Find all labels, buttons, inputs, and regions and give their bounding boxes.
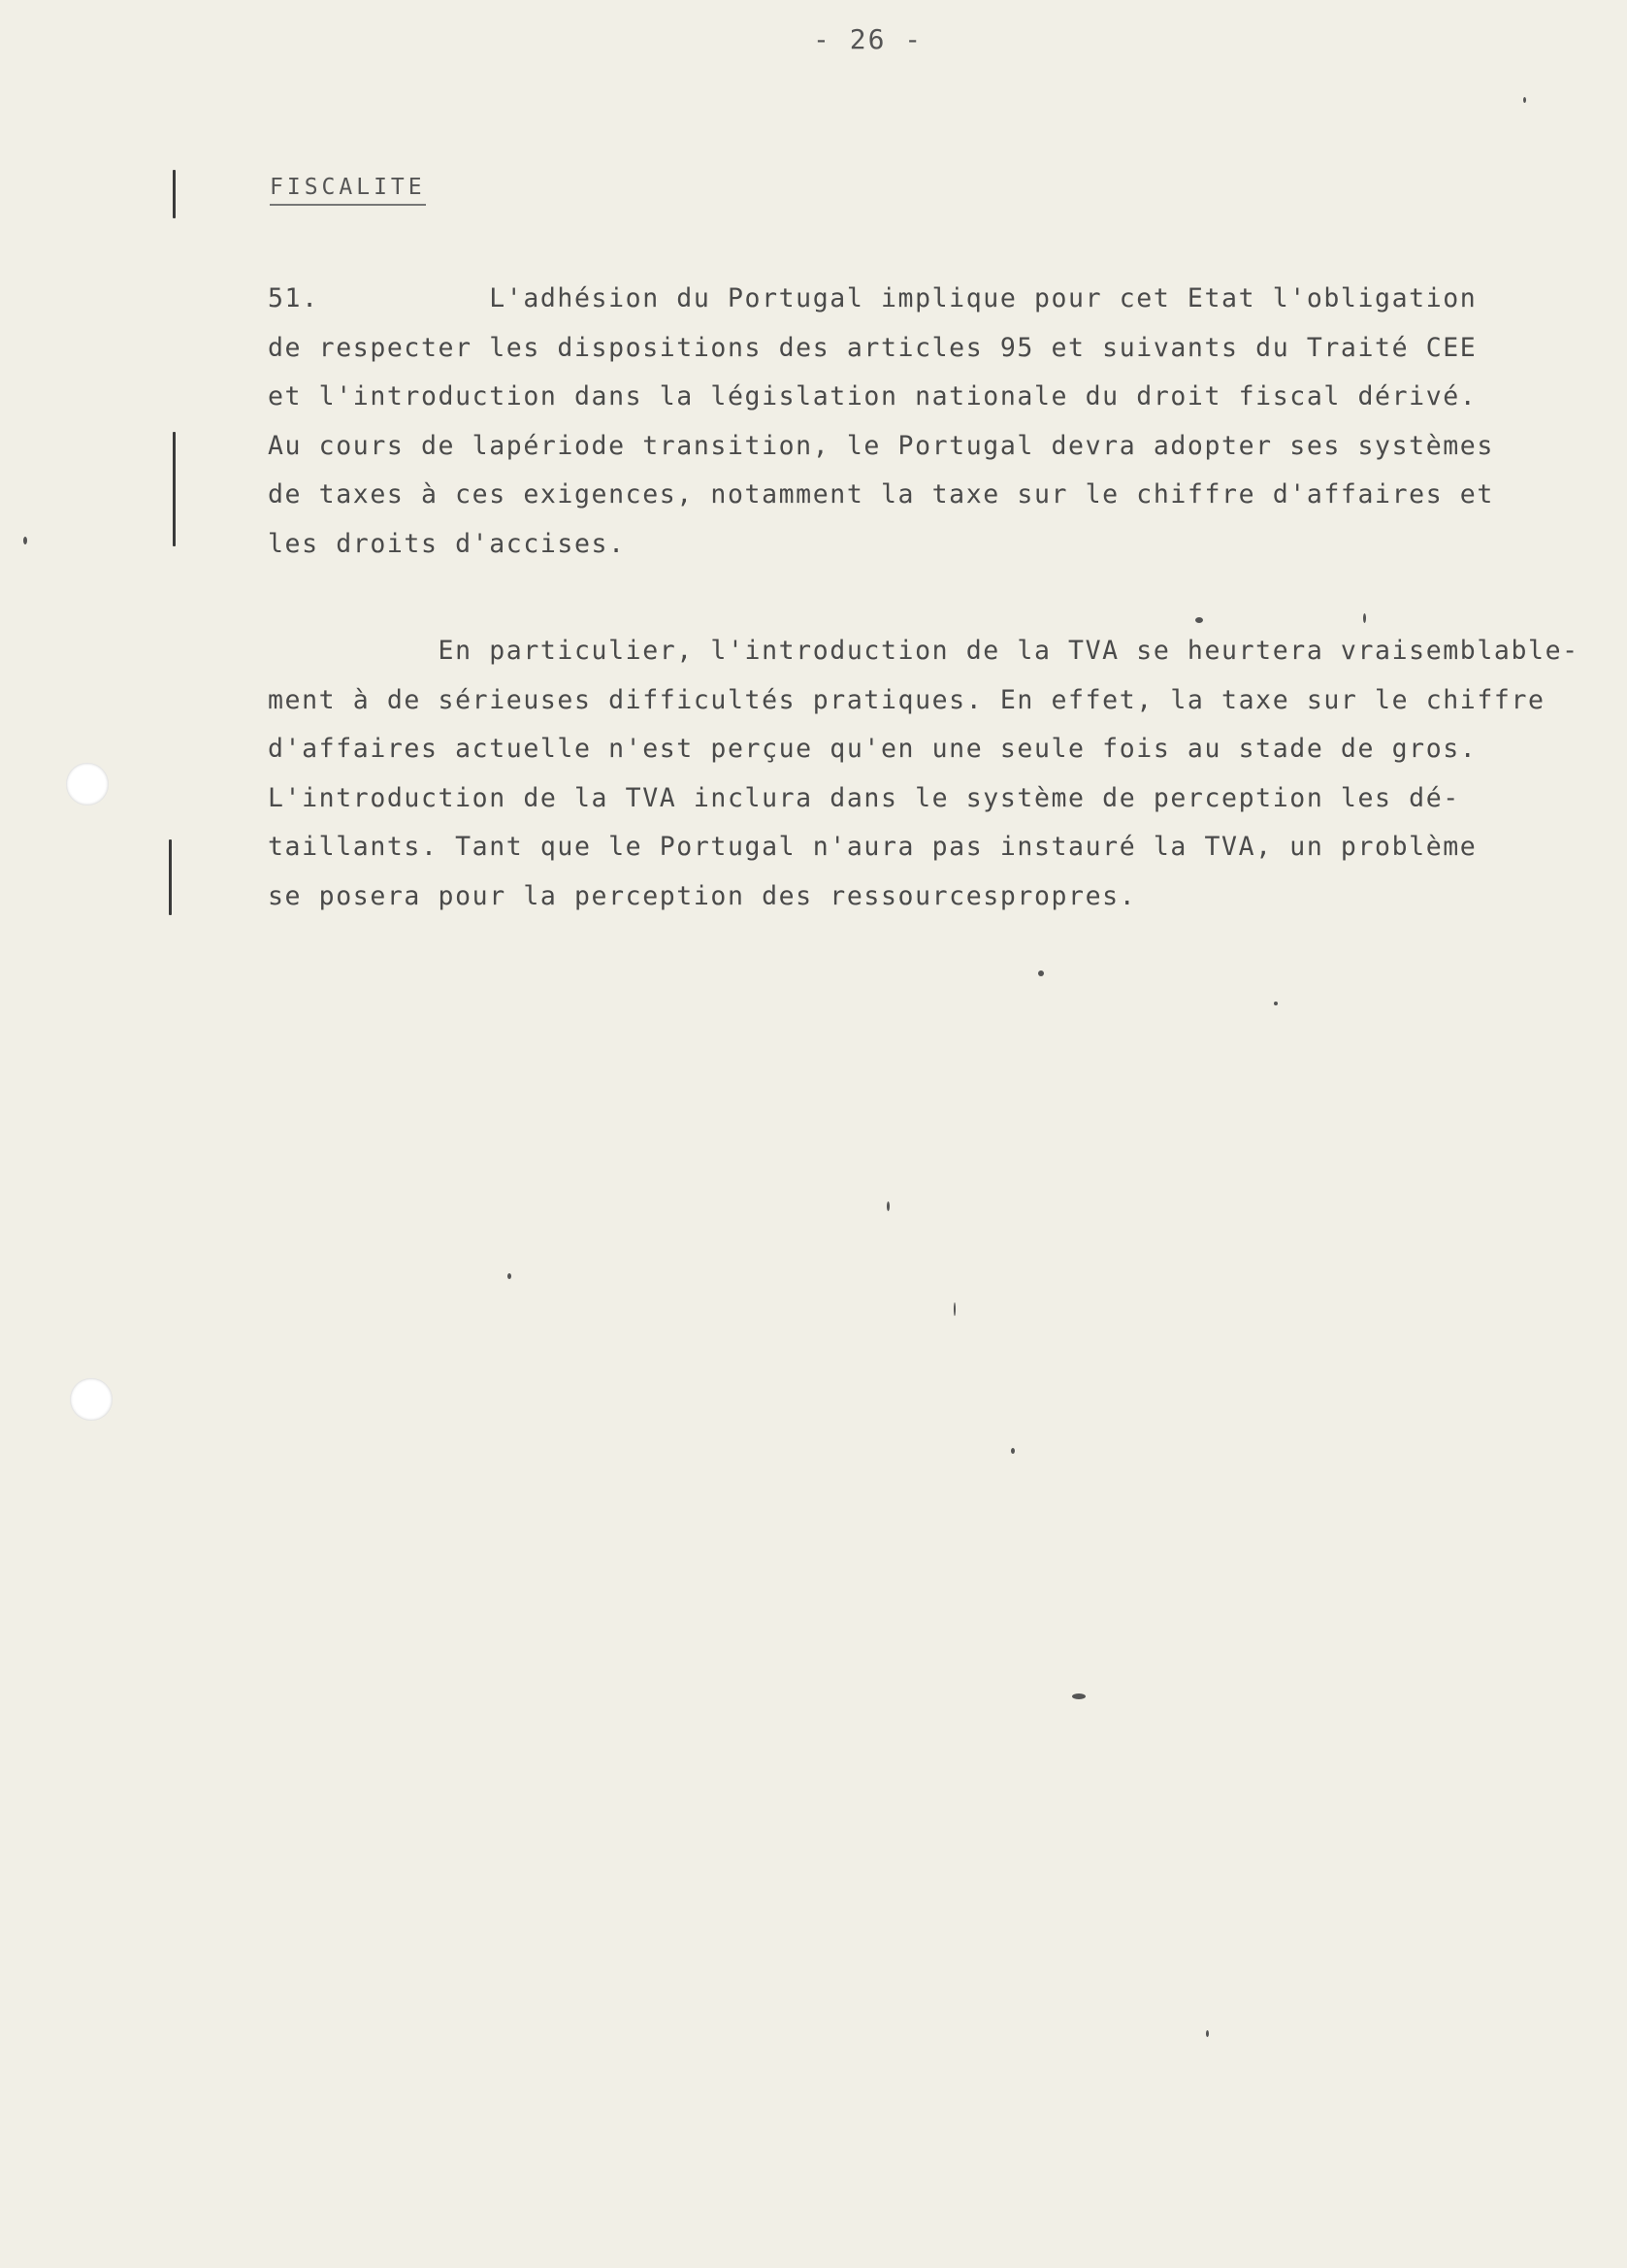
text-line: L'introduction de la TVA inclura dans le système de perception les dé- xyxy=(268,782,1460,813)
page-number: - 26 - xyxy=(813,23,924,55)
text-line: 51. L'adhésion du Portugal implique pour cet Etat l'obligation xyxy=(268,283,1478,313)
text-line: se posera pour la perception des ressourcespropres. xyxy=(268,880,1137,911)
scan-speck xyxy=(954,1302,956,1316)
text-line: de respecter les dispositions des articles 95 et suivants du Traité CEE xyxy=(268,332,1478,363)
scan-speck xyxy=(1038,970,1044,976)
margin-revision-bar xyxy=(169,839,172,915)
scan-speck xyxy=(1274,1002,1278,1005)
text-line: les droits d'accises. xyxy=(268,528,626,559)
scan-speck xyxy=(1011,1448,1015,1454)
scan-speck xyxy=(1363,613,1366,623)
paragraph-51 xyxy=(268,275,1519,569)
text-line: Au cours de lapériode transition, le Portugal devra adopter ses systèmes xyxy=(268,430,1494,461)
text-line: ment à de sérieuses difficultés pratiques. En effet, la taxe sur le chiffre xyxy=(268,684,1546,715)
margin-revision-bar xyxy=(173,170,176,218)
text-line: d'affaires actuelle n'est perçue qu'en une seule fois au stade de gros. xyxy=(268,734,1478,764)
scan-speck xyxy=(507,1273,511,1279)
section-heading: FISCALITE xyxy=(270,175,426,206)
scan-speck xyxy=(1523,97,1526,103)
scan-speck xyxy=(887,1201,890,1211)
scan-speck xyxy=(1195,617,1203,623)
text-line: taillants. Tant que le Portugal n'aura pas instauré la TVA, un problème xyxy=(268,832,1478,862)
text-line: et l'introduction dans la législation nationale du droit fiscal dérivé. xyxy=(268,381,1478,411)
scan-speck xyxy=(1072,1693,1086,1699)
punch-hole xyxy=(70,1378,113,1421)
text-line: de taxes à ces exigences, notamment la taxe sur le chiffre d'affaires et xyxy=(268,479,1494,509)
scan-speck xyxy=(23,537,27,544)
paragraph-tva xyxy=(268,627,1579,921)
margin-revision-bar xyxy=(173,432,176,546)
text-line: En particulier, l'introduction de la TVA se heurtera vraisemblable- xyxy=(268,636,1579,666)
punch-hole xyxy=(66,763,109,805)
scan-speck xyxy=(1206,2030,1209,2037)
